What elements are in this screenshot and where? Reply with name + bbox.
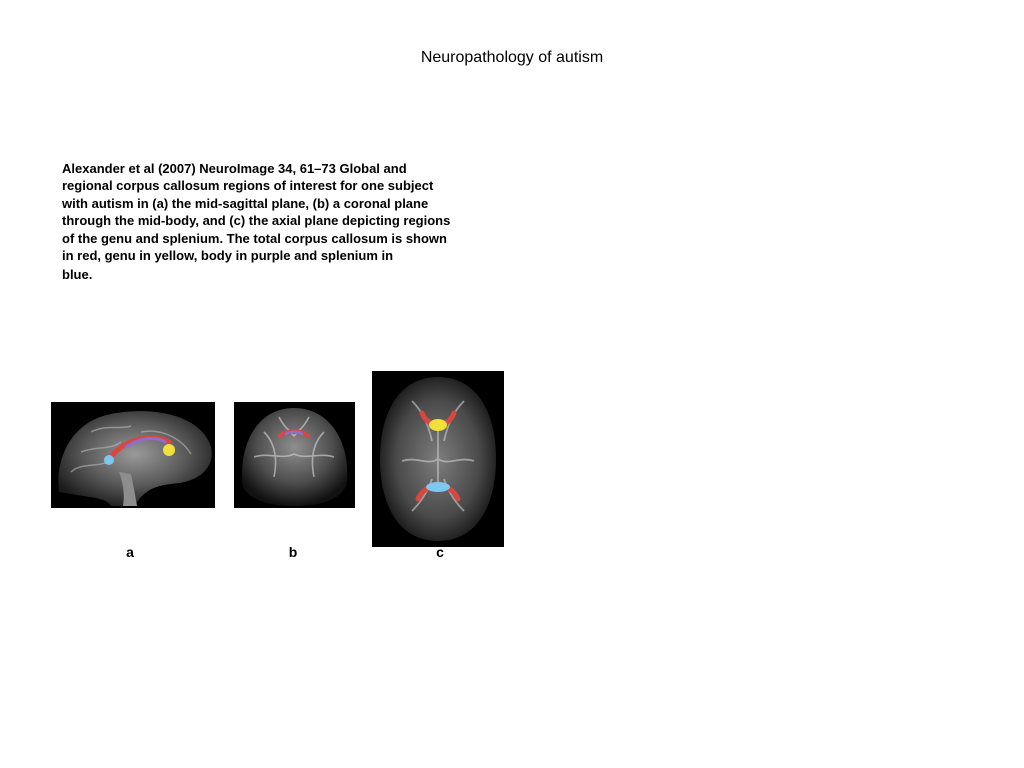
caption-line: of the genu and splenium. The total corpus callosum is shown bbox=[62, 230, 447, 246]
mri-image-sagittal bbox=[51, 402, 215, 508]
panel-label-a: a bbox=[126, 544, 134, 560]
caption-line: through the mid-body, and (c) the axial plane depicting regions bbox=[62, 213, 451, 229]
mri-image-axial bbox=[372, 371, 504, 547]
caption-line: in red, genu in yellow, body in purple and splenium in bbox=[62, 248, 394, 264]
figure-caption bbox=[62, 160, 502, 284]
mri-image-coronal bbox=[234, 402, 355, 508]
slide-title: Neuropathology of autism bbox=[420, 49, 604, 66]
panel-label-b: b bbox=[288, 544, 298, 560]
panel-label-c: c bbox=[436, 544, 444, 560]
caption-line: blue. bbox=[62, 267, 93, 283]
caption-line: regional corpus callosum regions of interest for one subject bbox=[62, 178, 434, 194]
caption-line: Alexander et al (2007) NeuroImage 34, 61–73 Global and bbox=[62, 161, 407, 176]
caption-line: with autism in (a) the mid-sagittal plane, (b) a coronal plane bbox=[62, 195, 429, 211]
